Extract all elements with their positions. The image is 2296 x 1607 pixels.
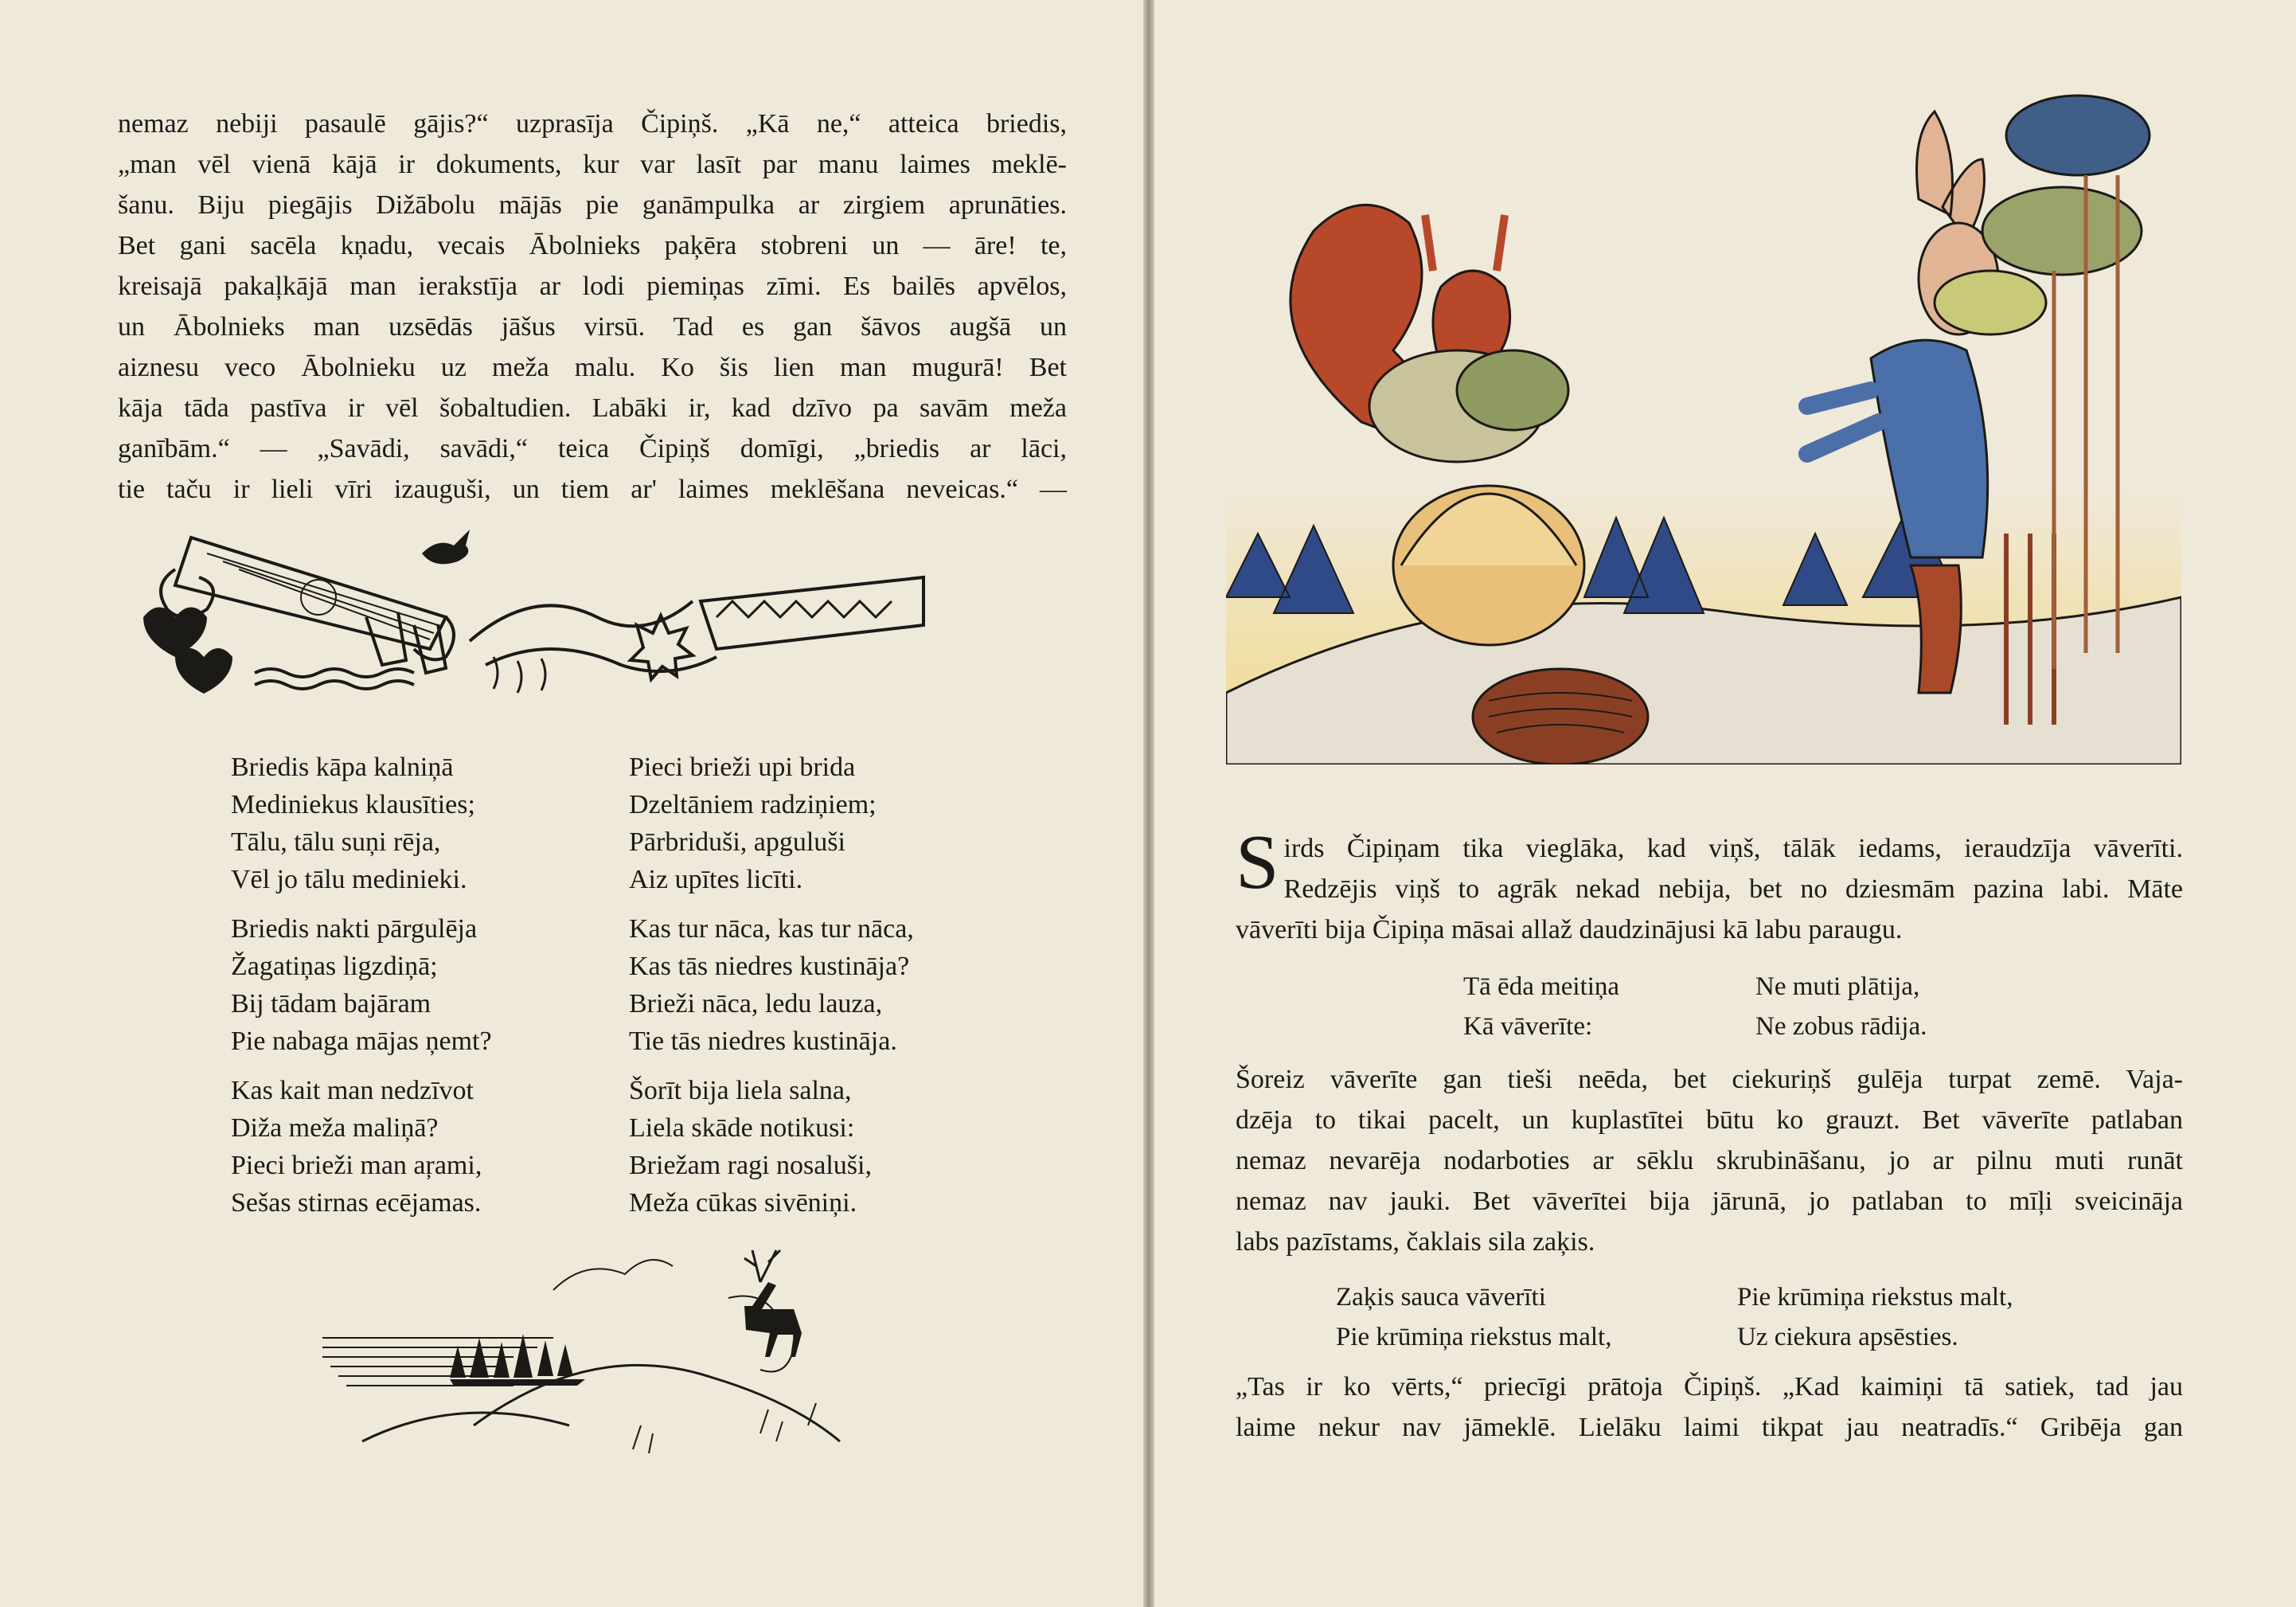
verse-line: Bij tādam bajāram	[231, 989, 431, 1019]
prose-line: nemaz nevarēja nodarboties ar sēklu skrubināšanu, jo ar pilnu muti runāt	[1236, 1146, 2183, 1175]
verse-column-left-b	[629, 749, 914, 1234]
prose-line: irds Čipiņam tika vieglāka, kad viņš, tālāk iedams, ieraudzīja vāverīti.	[1283, 834, 2183, 863]
right-prose-opening	[1236, 819, 2183, 950]
verse-right-1a	[1463, 967, 1619, 1046]
verse-line: Pārbriduši, apguluši	[629, 827, 845, 857]
verse-line: Aiz upītes licīti.	[629, 865, 803, 894]
verse-line: Šorīt bija liela salna,	[629, 1076, 852, 1105]
verse-line: Ne zobus rādija.	[1755, 1012, 1927, 1041]
verse-line: Tālu, tālu suņi rēja,	[231, 827, 441, 857]
verse-line: Briežam ragi nosaluši,	[629, 1151, 872, 1180]
prose-line: nemaz nav jauki. Bet vāverītei bija jārunā, jo patlaban to mīļi sveicināja	[1236, 1187, 2183, 1216]
verse-right-2a	[1336, 1277, 1611, 1357]
stanza	[231, 910, 492, 1060]
folk-ornament-illustration	[127, 522, 987, 713]
right-prose-middle	[1236, 1059, 2183, 1262]
book-gutter	[1143, 0, 1154, 1607]
verse-line: Diža meža maliņā?	[231, 1113, 439, 1143]
verse-line: Briedis nakti pārgulēja	[231, 914, 478, 944]
verse-line: Tā ēda meitiņa	[1463, 972, 1620, 1001]
prose-line: labs pazīstams, čaklais sila zaķis.	[1236, 1227, 1595, 1257]
stanza	[629, 1072, 914, 1222]
prose-line: Redzējis viņš to agrāk nekad nebija, bet no dziesmām pazina labi. Māte	[1283, 874, 2183, 904]
verse-line: Kā vāverīte:	[1463, 1012, 1593, 1041]
prose-line: kreisajā pakaļkājā man ierakstīja ar lodi piemiņas zīmi. Es bailēs apvēlos,	[118, 272, 1067, 301]
verse-line: Meža cūkas sivēniņi.	[629, 1188, 857, 1218]
left-prose	[118, 104, 1067, 510]
verse-line: Ne muti plātija,	[1755, 972, 1920, 1001]
verse-right-1b	[1755, 967, 1927, 1046]
verse-line: Pie nabaga mājas ņemt?	[231, 1026, 492, 1056]
drop-cap: S	[1236, 819, 1279, 905]
stanza	[231, 1072, 492, 1222]
verse-line: Žagatiņas ligzdiņā;	[231, 952, 438, 981]
prose-line: „man vēl vienā kājā ir dokuments, kur var lasīt par manu laimes meklē-	[118, 150, 1067, 179]
verse-right-2b	[1737, 1277, 2013, 1357]
verse-line: Kas tās niedres kustināja?	[629, 952, 910, 981]
verse-line: Zaķis sauca vāverīti	[1336, 1283, 1546, 1312]
verse-line: Vēl jo tālu medinieki.	[231, 865, 467, 894]
prose-line: vāverīti bija Čipiņa māsai allaž daudzinājusi kā labu paraugu.	[1236, 915, 1903, 944]
verse-line: Pieci brieži man aŗami,	[231, 1151, 482, 1180]
prose-line: aiznesu veco Ābolnieku uz meža malu. Ko šis lien man mugurā! Bet	[118, 353, 1067, 382]
prose-line: laime nekur nav jāmeklē. Lielāku laimi tikpat jau neatradīs.“ Gribēja gan	[1236, 1413, 2183, 1442]
prose-line: kāja tāda pastīva ir vēl šobaltudien. Labāki ir, kad dzīvo pa savām meža	[118, 393, 1067, 423]
verse-line: Pieci brieži upi brida	[629, 753, 856, 782]
verse-line: Mediniekus klausīties;	[231, 790, 475, 819]
verse-line: Sešas stirnas ecējamas.	[231, 1188, 482, 1218]
prose-line: „Tas ir ko vērts,“ priecīgi prātoja Čipiņš. „Kad kaimiņi tā satiek, tad jau	[1236, 1372, 2183, 1402]
prose-line: un Ābolnieks man uzsēdās jāšus virsū. Tad es gan šāvos augšā un	[118, 312, 1067, 342]
stanza	[629, 749, 914, 898]
verse-line: Dzeltāniem radziņiem;	[629, 790, 877, 819]
verse-line: Uz ciekura apsēsties.	[1737, 1323, 1958, 1351]
verse-line: Liela skāde notikusi:	[629, 1113, 855, 1143]
verse-column-left-a	[231, 749, 492, 1234]
prose-line: nemaz nebiji pasaulē gājis?“ uzprasīja Čipiņš. „Kā ne,“ atteica briedis,	[118, 109, 1067, 139]
stanza	[629, 910, 914, 1060]
squirrel-and-hare-illustration	[1226, 88, 2181, 764]
stanza	[231, 749, 492, 898]
prose-line: šanu. Biju piegājis Dižābolu mājās pie ganāmpulka ar zirgiem aprunāties.	[118, 190, 1067, 220]
right-prose-closing	[1236, 1367, 2183, 1448]
verse-line: Briedis kāpa kalniņā	[231, 753, 454, 782]
prose-line: ganībām.“ — „Savādi, savādi,“ teica Čipiņš domīgi, „briedis ar lāci,	[118, 434, 1067, 463]
verse-line: Pie krūmiņa riekstus malt,	[1336, 1323, 1612, 1351]
verse-line: Pie krūmiņa riekstus malt,	[1737, 1283, 2013, 1312]
prose-line: Šoreiz vāverīte gan tieši neēda, bet ciekuriņš gulēja turpat zemē. Vaja-	[1236, 1065, 2183, 1094]
verse-line: Brieži nāca, ledu lauza,	[629, 989, 883, 1019]
deer-landscape-illustration	[314, 1242, 888, 1473]
verse-line: Tie tās niedres kustināja.	[629, 1026, 897, 1056]
prose-line: dzēja to tikai pacelt, un kuplastītei būtu ko grauzt. Bet vāverīte patlaban	[1236, 1105, 2183, 1135]
verse-line: Kas kait man nedzīvot	[231, 1076, 474, 1105]
prose-line: Bet gani sacēla kņadu, vecais Ābolnieks paķēra stobreni un — āre! te,	[118, 231, 1067, 260]
verse-line: Kas tur nāca, kas tur nāca,	[629, 914, 914, 944]
prose-line: tie taču ir lieli vīri izauguši, un tiem ar' laimes meklēšana neveicas.“ —	[118, 475, 1067, 504]
